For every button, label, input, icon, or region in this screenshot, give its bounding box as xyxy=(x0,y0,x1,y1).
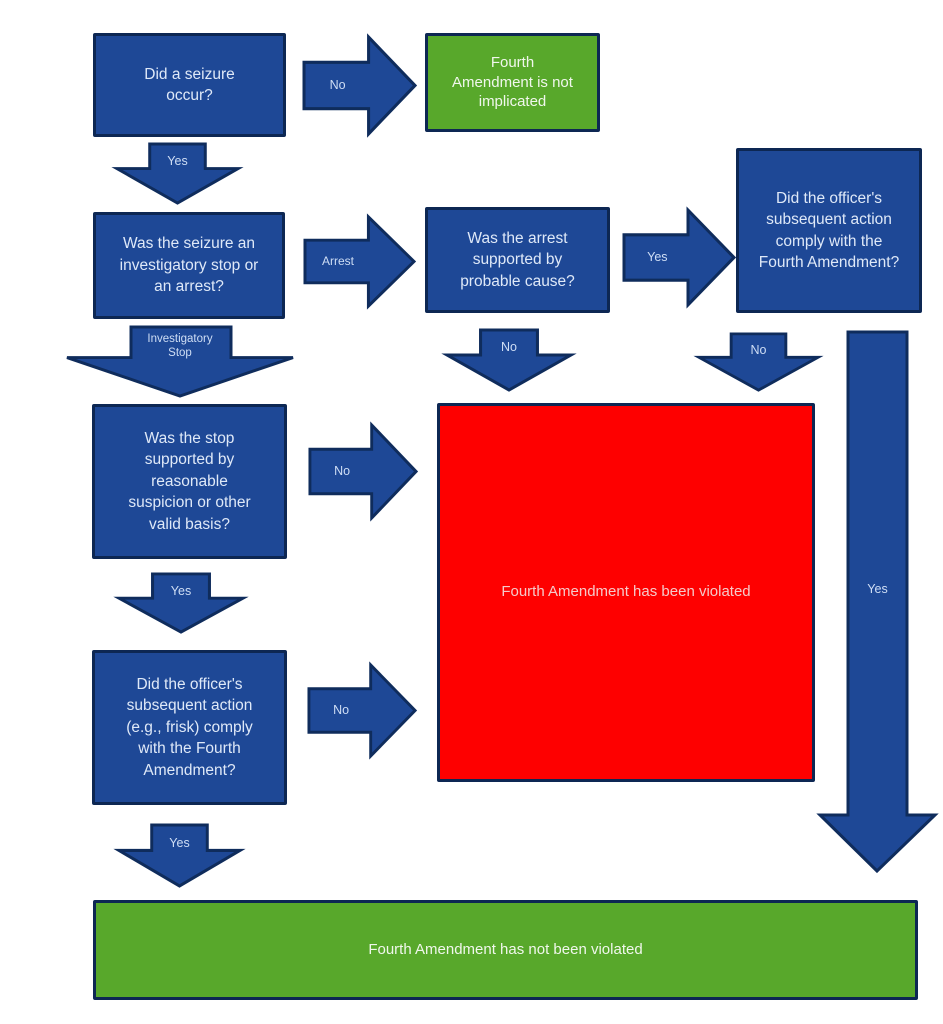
question-box-subsequent-action-arrest xyxy=(736,148,922,313)
arrow-yes-to-subsequent-frisk xyxy=(117,572,245,634)
right-arrow-icon xyxy=(308,423,418,520)
arrow-no-subsequent-to-violated xyxy=(697,332,820,392)
right-arrow-icon xyxy=(302,35,417,136)
down-arrow-icon xyxy=(697,332,820,392)
outcome-box-not-implicated xyxy=(425,33,600,132)
arrow-label-no: No xyxy=(501,340,517,354)
arrow-label-investigatory-stop: Investigatory Stop xyxy=(147,333,213,359)
arrow-label-no: No xyxy=(334,464,351,478)
question-text-subsequent-action-arrest: Did the officer's subsequent action comply with the Fourth Amendment? xyxy=(758,189,900,271)
right-arrow-icon xyxy=(622,208,736,307)
arrow-no-to-not-implicated xyxy=(302,35,417,136)
right-arrow-icon xyxy=(307,663,417,758)
arrow-label-arrest: Arrest xyxy=(322,254,355,269)
arrow-label-yes: Yes xyxy=(867,582,888,596)
outcome-text-not-violated: Fourth Amendment has not been violated xyxy=(368,940,643,958)
down-arrow-icon xyxy=(117,823,242,888)
question-box-reasonable-suspicion xyxy=(92,404,287,559)
arrow-yes-to-stop-or-arrest xyxy=(115,142,240,205)
arrow-yes-long-to-not-violated xyxy=(818,330,937,873)
question-box-seizure xyxy=(93,33,286,137)
arrow-no-frisk-to-violated xyxy=(307,663,417,758)
arrow-no-suspicion-to-violated xyxy=(308,423,418,520)
arrow-label-no: No xyxy=(333,703,350,717)
arrow-label-yes: Yes xyxy=(647,250,668,264)
right-arrow-icon xyxy=(303,215,416,308)
question-text-subsequent-action-frisk: Did the officer's subsequent action (e.g., frisk) comply with the Fourth Amendment? xyxy=(126,676,253,779)
arrow-arrest-to-probable-cause xyxy=(303,215,416,308)
outcome-text-violated: Fourth Amendment has been violated xyxy=(501,583,751,601)
question-box-subsequent-action-frisk xyxy=(92,650,287,805)
outcome-text-not-implicated: Fourth Amendment is not implicated xyxy=(452,53,573,111)
arrow-investigatory-stop xyxy=(65,325,295,398)
question-text-seizure: Did a seizure occur? xyxy=(144,65,235,104)
arrow-no-probable-cause-to-violated xyxy=(445,328,573,392)
question-box-stop-or-arrest xyxy=(93,212,285,319)
arrow-yes-to-subsequent-action xyxy=(622,208,736,307)
arrow-label-yes: Yes xyxy=(169,836,190,850)
down-arrow-icon xyxy=(445,328,573,392)
question-text-stop-or-arrest: Was the seizure an investigatory stop or an arrest? xyxy=(119,235,259,296)
wide-down-arrow-icon xyxy=(65,325,295,398)
long-down-arrow-icon xyxy=(818,330,937,873)
question-text-reasonable-suspicion: Was the stop supported by reasonable suspicion or other valid basis? xyxy=(128,430,251,533)
arrow-label-yes: Yes xyxy=(170,584,192,598)
arrow-label-no: No xyxy=(750,343,767,357)
question-box-probable-cause xyxy=(425,207,610,313)
outcome-box-violated xyxy=(437,403,815,782)
question-text-probable-cause: Was the arrest supported by probable cause? xyxy=(460,229,575,290)
arrow-label-no: No xyxy=(329,78,346,92)
outcome-box-not-violated xyxy=(93,900,918,1000)
down-arrow-icon xyxy=(117,572,245,634)
arrow-label-yes: Yes xyxy=(167,154,188,168)
down-arrow-icon xyxy=(115,142,240,205)
arrow-yes-frisk-to-not-violated xyxy=(117,823,242,888)
